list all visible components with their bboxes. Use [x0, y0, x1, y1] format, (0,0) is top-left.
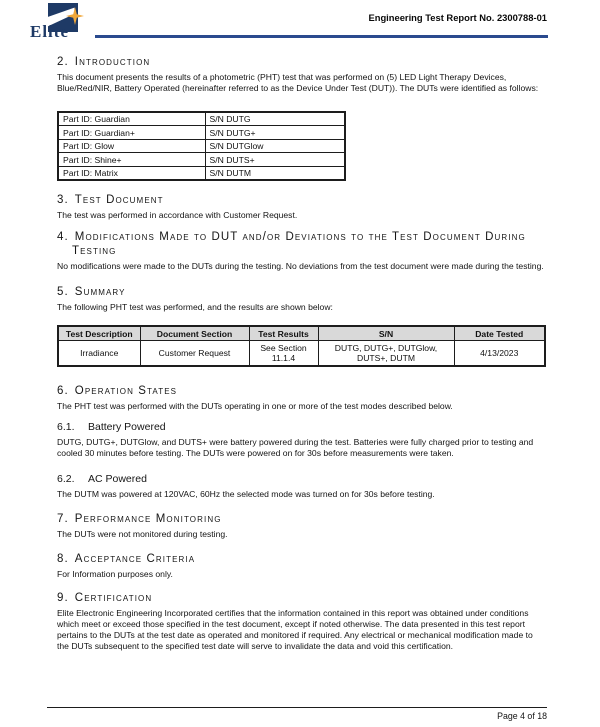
subsection-title: Battery Powered — [88, 420, 166, 433]
serial-numbers-cell: DUTG, DUTG+, DUTGlow, DUTS+, DUTM — [318, 341, 454, 367]
section-paragraph: No modifications were made to the DUTs during the testing. No deviations from the test document were made during the testing. — [57, 261, 544, 272]
section-acceptance-criteria — [57, 552, 547, 580]
section-title: Test Document — [74, 194, 164, 207]
test-description-cell: Irradiance — [58, 341, 140, 367]
section-heading-operation-states — [57, 384, 547, 398]
column-header: S/N — [318, 326, 454, 341]
table-row — [58, 126, 345, 140]
table-row — [58, 153, 345, 167]
section-paragraph: This document presents the results of a photometric (PHT) test that was performed on (5) LED Light Therapy Devices, Blue/Red/NIR, Battery Operated (hereinafter referred to as the Device Under Test (DUT)). The DUTs were identified as follows: — [57, 72, 539, 93]
table-header-row — [58, 326, 545, 341]
serial-cell: S/N DUTGlow — [205, 139, 345, 153]
section-title: Operation States — [74, 385, 178, 398]
part-id-cell: Part ID: Guardian+ — [58, 126, 205, 140]
section-number: 7. — [57, 512, 69, 525]
subsection-ac-powered — [57, 473, 547, 500]
section-heading-introduction — [57, 55, 547, 69]
serial-cell: S/N DUTG+ — [205, 126, 345, 140]
part-id-cell: Part ID: Glow — [58, 139, 205, 153]
footer-rule — [47, 707, 547, 708]
summary-results-table — [57, 325, 546, 367]
dut-identification-table — [57, 111, 346, 182]
serial-cell: S/N DUTG — [205, 112, 345, 126]
date-tested-cell: 4/13/2023 — [454, 341, 545, 367]
section-title: Certification — [74, 592, 153, 605]
section-paragraph: Elite Electronic Engineering Incorporated certifies that the information contained in this report was obtained under conditions which meet or exceed those specified in the test document, except if noted otherwise. The data presented in this test report pertains to the DUTs at the test date as operated and monitored if required. Any electrical or mechanical modification made to the DUTs subsequent to the specified test date will serve to invalidate the data and void this certification. — [57, 608, 533, 652]
section-title: Introduction — [74, 56, 151, 68]
section-number: 4. — [57, 231, 69, 244]
section-paragraph: The DUTs were not monitored during testing. — [57, 528, 228, 539]
document-body — [57, 55, 547, 652]
part-id-cell: Part ID: Shine+ — [58, 153, 205, 167]
header-rule — [95, 35, 548, 38]
document-section-cell: Customer Request — [140, 341, 249, 367]
part-id-cell: Part ID: Matrix — [58, 166, 205, 180]
page-number-label: Page 4 of 18 — [497, 711, 547, 721]
logo-text: Elite — [30, 22, 69, 41]
section-title: Performance Monitoring — [74, 512, 222, 525]
section-title: Acceptance Criteria — [74, 552, 196, 565]
section-number: 6. — [57, 385, 69, 398]
section-paragraph: The test was performed in accordance with Customer Request. — [57, 210, 298, 221]
section-heading-performance — [57, 512, 547, 526]
section-number: 3. — [57, 194, 69, 207]
section-number: 5. — [57, 286, 69, 299]
section-number: 8. — [57, 552, 69, 565]
section-paragraph: For Information purposes only. — [57, 568, 173, 579]
column-header: Test Results — [249, 326, 318, 341]
subsection-number: 6.2. — [57, 472, 75, 485]
section-heading-modifications — [57, 230, 547, 258]
part-id-cell: Part ID: Guardian — [58, 112, 205, 126]
section-title: Summary — [74, 286, 126, 299]
subsection-heading-ac — [57, 473, 547, 486]
section-heading-certification — [57, 591, 547, 605]
section-paragraph: DUTG, DUTG+, DUTGlow, and DUTS+ were battery powered during the test. Batteries were fully charged prior to testing and cooled 30 minutes before testing. The DUTs were powered on for 30s before measurements were taken. — [57, 436, 534, 458]
table-row — [58, 166, 345, 180]
section-number: 2. — [57, 56, 69, 68]
section-certification — [57, 591, 547, 652]
section-introduction — [57, 55, 547, 181]
section-summary — [57, 285, 547, 367]
section-title: Modifications Made to DUT and/or Deviations to the Test Document During Testing — [72, 231, 526, 258]
section-performance-monitoring — [57, 512, 547, 540]
subsection-battery-powered — [57, 421, 547, 459]
subsection-number: 6.1. — [57, 420, 75, 433]
subsection-heading-battery — [57, 421, 547, 434]
table-row — [58, 112, 345, 126]
serial-cell: S/N DUTM — [205, 166, 345, 180]
section-number: 9. — [57, 592, 69, 605]
test-results-cell: See Section 11.1.4 — [249, 341, 318, 367]
subsection-title: AC Powered — [88, 472, 147, 485]
section-paragraph: The DUTM was powered at 120VAC, 60Hz the selected mode was turned on for 30s before testing. — [57, 488, 435, 499]
section-paragraph: The following PHT test was performed, and the results are shown below: — [57, 302, 333, 313]
section-operation-states — [57, 384, 547, 500]
section-modifications — [57, 230, 547, 272]
section-heading-acceptance — [57, 552, 547, 566]
table-row — [58, 341, 545, 367]
table-row — [58, 139, 345, 153]
section-test-document — [57, 193, 547, 221]
section-heading-test-document — [57, 193, 547, 207]
column-header: Document Section — [140, 326, 249, 341]
section-heading-summary — [57, 285, 547, 299]
section-paragraph: The PHT test was performed with the DUTs operating in one or more of the test modes described below. — [57, 401, 453, 412]
column-header: Test Description — [58, 326, 140, 341]
column-header: Date Tested — [454, 326, 545, 341]
report-title: Engineering Test Report No. 2300788-01 — [368, 12, 547, 23]
serial-cell: S/N DUTS+ — [205, 153, 345, 167]
